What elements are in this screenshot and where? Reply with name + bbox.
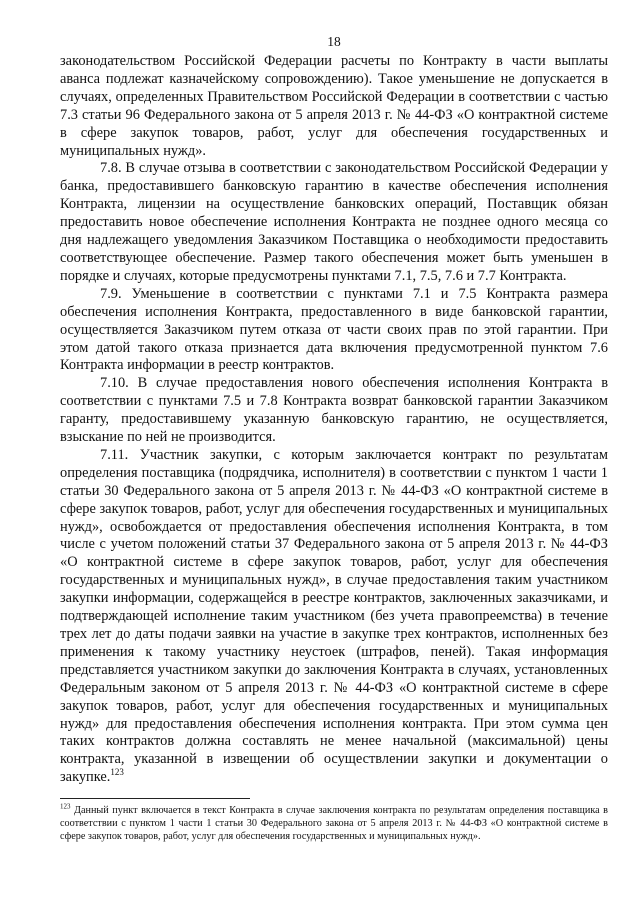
paragraph-7-11-text: 7.11. Участник закупки, с которым заключается контракт по результатам определения поставщика (подрядчика, исполнителя) в соответствии с пунктом 1 части 1 статьи 30 Федерального закона от 5 апреля 2013 г. № 44-ФЗ «О контрактной системе в сфере закупок товаров, работ, услуг для обеспечения государственных и муниципальных нужд», освобождается от предоставления обеспечения исполнения Контракта, в том числе с учетом положений статьи 37 Федерального закона от 5 апреля 2013 г. № 44-ФЗ «О контрактной системе в сфере закупок товаров, работ, услуг для обеспечения государственных и муниципальных нужд», в случае предоставления таким участником закупки информации, содержащейся в реестре контрактов, заключенных заказчиками, и подтверждающей исполнение таким участником (без учета правопреемства) в течение трех лет до даты подачи заявки на участие в закупке трех контрактов, исполненных без применения к такому участнику неустоек (штрафов, пеней). Такая информация представляется участником закупки до заключения Контракта в случаях, установленных Федеральным законом от 5 апреля 2013 г. № 44-ФЗ «О контрактной системе в сфере закупок товаров, работ, услуг для обеспечения государственных и муниципальных нужд» для предоставления обеспечения исполнения контракта. При этом сумма цен таких контрактов должна составлять не менее начальной (максимальной) цены контракта, указанной в извещении об осуществлении закупки и документации о закупке. xyxy=(60,446,608,786)
document-body xyxy=(60,53,608,787)
footnote-text: Данный пункт включается в текст Контракта в случае заключения контракта по результатам определения поставщика в соответствии с пунктом 1 части 1 статьи 30 Федерального закона от 5 апреля 2013 г. № 44-ФЗ «О контрактной системе в сфере закупок товаров, работ, услуг для обеспечения государственных и муниципальных нужд». xyxy=(60,805,608,843)
footnote-mark: 123 xyxy=(60,802,71,811)
paragraph-7-8: 7.8. В случае отзыва в соответствии с законодательством Российской Федерации у банка, предоставившего банковскую гарантию в качестве обеспечения исполнения Контракта, лицензии на осуществление банковских операций, Поставщик обязан предоставить новое обеспечение исполнения Контракта не позднее одного месяца со дня надлежащего уведомления Заказчиком Поставщика о необходимости предоставить соответствующее обеспечение. Размер такого обеспечения может быть уменьшен в порядке и случаях, которые предусмотрены пунктами 7.1, 7.5, 7.6 и 7.7 Контракта. xyxy=(60,160,608,284)
footnote-123 xyxy=(60,804,608,844)
paragraph-continuation: законодательством Российской Федерации расчеты по Контракту в части выплаты аванса подлежат казначейскому сопровождению). Такое уменьшение не допускается в случаях, определенных Правительством Российской Федерации в соответствии с частью 7.3 статьи 96 Федерального закона от 5 апреля 2013 г. № 44-ФЗ «О контрактной системе в сфере закупок товаров, работ, услуг для обеспечения государственных и муниципальных нужд». xyxy=(60,53,608,159)
footnote-divider xyxy=(60,798,250,799)
page-number: 18 xyxy=(327,34,341,49)
paragraph-7-11 xyxy=(60,447,608,787)
footnote-reference[interactable]: 123 xyxy=(110,767,124,778)
paragraph-7-9: 7.9. Уменьшение в соответствии с пунктами 7.1 и 7.5 Контракта размера обеспечения исполнения Контракта, предоставленного в виде банковской гарантии, осуществляется Заказчиком путем отказа от части своих прав по этой гарантии. При этом датой такого отказа признается дата включения предусмотренной пунктом 7.6 Контракта информации в реестр контрактов. xyxy=(60,285,608,374)
paragraph-7-10: 7.10. В случае предоставления нового обеспечения исполнения Контракта в соответствии с пунктами 7.5 и 7.8 Контракта возврат банковской гарантии Заказчиком гаранту, предоставившему указанную банковскую гарантию, не осуществляется, взыскание по ней не производится. xyxy=(60,375,608,446)
footnotes xyxy=(60,798,608,844)
